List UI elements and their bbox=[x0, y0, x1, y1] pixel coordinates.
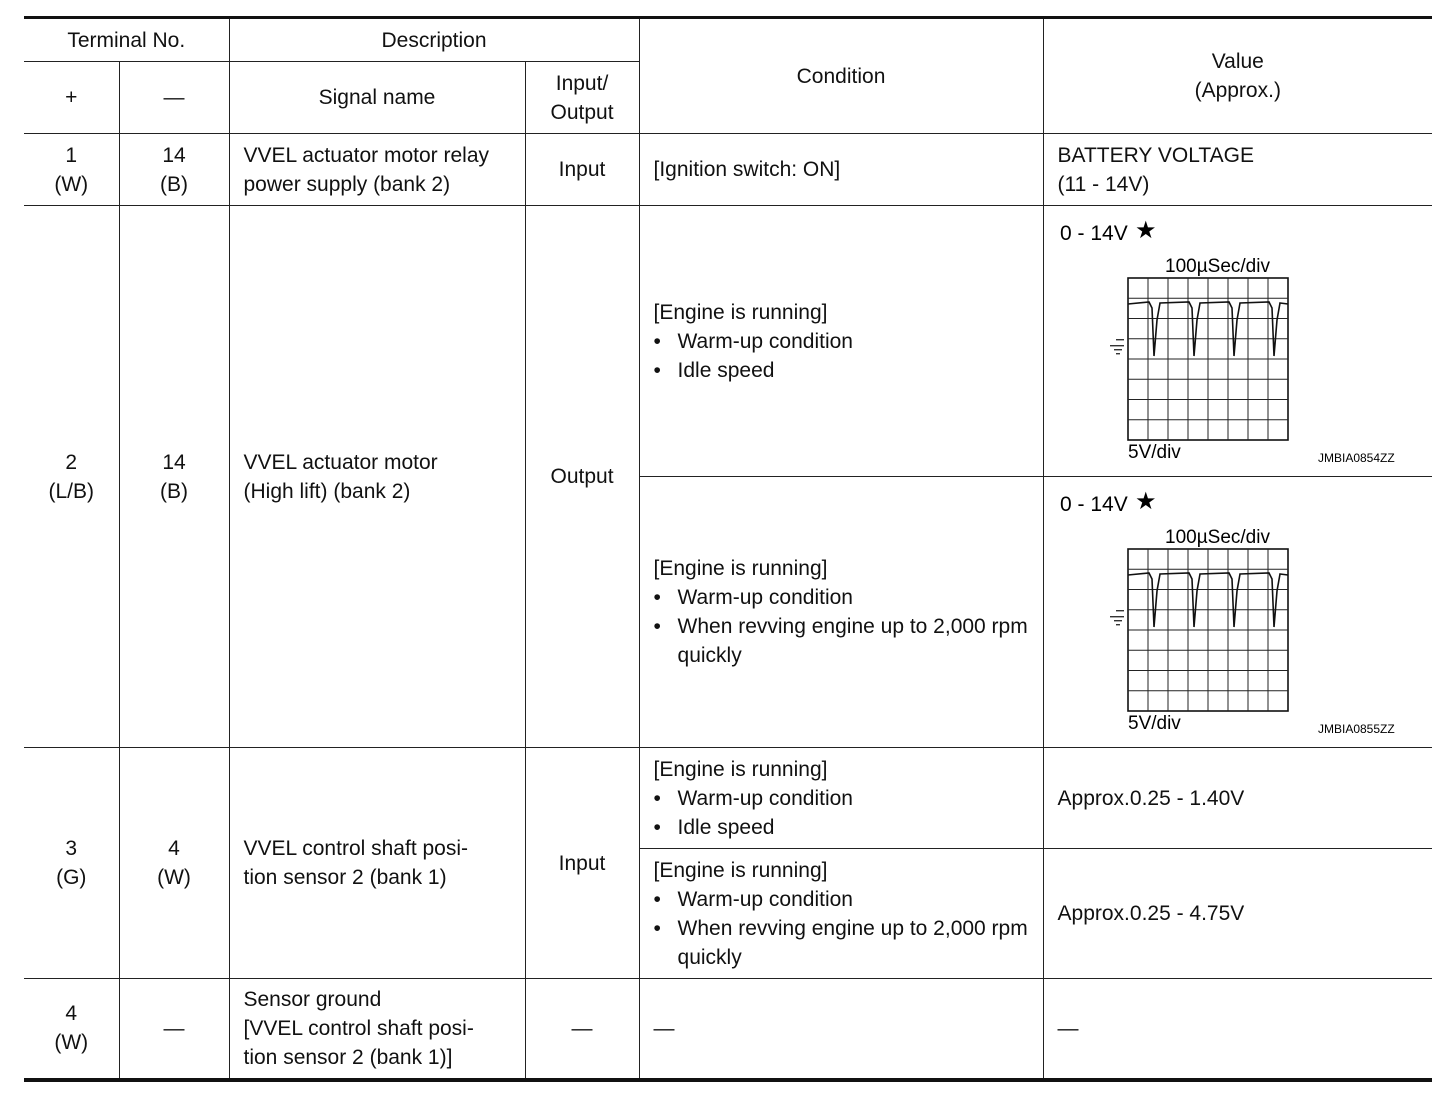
minus-terminal bbox=[119, 748, 229, 979]
condition-text: [Ignition switch: ON] bbox=[639, 134, 1043, 206]
waveform-voltage-range: 0 - 14V bbox=[1059, 493, 1128, 516]
value-text bbox=[1043, 134, 1432, 206]
wire-color: (W) bbox=[157, 866, 191, 889]
condition-bullet: • Warm-up condition bbox=[654, 885, 1029, 914]
table-row bbox=[24, 206, 1432, 477]
wire-color: (B) bbox=[160, 172, 188, 196]
terminal-number: 2 bbox=[65, 450, 78, 474]
wire-color: (G) bbox=[56, 866, 87, 889]
figure-id-label: JMBIA0855ZZ bbox=[1317, 722, 1395, 736]
signal-line: [VVEL control shaft posi- bbox=[243, 1016, 474, 1040]
signal-line: power supply (bank 2) bbox=[243, 172, 451, 196]
value-header bbox=[1043, 18, 1432, 134]
signal-line: VVEL control shaft posi- bbox=[243, 837, 468, 860]
signal-name bbox=[229, 748, 525, 979]
signal-name bbox=[229, 206, 525, 748]
minus-terminal bbox=[119, 134, 229, 206]
time-division-label: 100µSec/div bbox=[1164, 256, 1270, 277]
condition-text bbox=[639, 748, 1043, 849]
figure-id-label: JMBIA0854ZZ bbox=[1317, 451, 1395, 465]
input-output-header bbox=[525, 62, 639, 134]
oscilloscope-svg bbox=[1044, 206, 1433, 476]
wire-color: (B) bbox=[160, 479, 188, 503]
signal-name bbox=[229, 979, 525, 1080]
oscilloscope-svg bbox=[1044, 477, 1433, 747]
minus-header: — bbox=[119, 62, 229, 134]
terminal-number: 3 bbox=[65, 837, 78, 860]
plus-terminal bbox=[24, 206, 119, 748]
table-row bbox=[24, 748, 1432, 849]
io-value: — bbox=[525, 979, 639, 1080]
terminal-no-header: Terminal No. bbox=[24, 18, 229, 62]
star-icon: ★ bbox=[1134, 217, 1157, 244]
condition-text: — bbox=[639, 979, 1043, 1080]
signal-name-header: Signal name bbox=[229, 62, 525, 134]
io-value: Input bbox=[525, 134, 639, 206]
value-line: BATTERY VOLTAGE bbox=[1057, 143, 1254, 167]
value-header-line-2: (Approx.) bbox=[1194, 79, 1281, 102]
plus-terminal bbox=[24, 748, 119, 979]
condition-bullet: • Warm-up condition bbox=[654, 784, 1029, 813]
value-text: Approx.0.25 - 1.40V bbox=[1043, 748, 1432, 849]
plus-terminal bbox=[24, 979, 119, 1080]
condition-text bbox=[639, 206, 1043, 477]
condition-bullet: • Idle speed bbox=[654, 356, 1029, 385]
star-icon: ★ bbox=[1134, 488, 1157, 515]
condition-bullet: • When revving engine up to 2,000 rpm quickly bbox=[654, 914, 1029, 972]
terminal-number: 14 bbox=[162, 143, 186, 167]
voltage-division-label: 5V/div bbox=[1127, 713, 1181, 734]
voltage-division-label: 5V/div bbox=[1127, 442, 1181, 463]
minus-terminal bbox=[119, 206, 229, 748]
wire-color: (W) bbox=[54, 1031, 89, 1055]
condition-bullet: • Idle speed bbox=[654, 813, 1029, 842]
time-division-label: 100µSec/div bbox=[1164, 527, 1270, 548]
minus-terminal: — bbox=[119, 979, 229, 1080]
condition-header: Condition bbox=[639, 18, 1043, 134]
value-header-line-1: Value bbox=[1211, 50, 1264, 73]
io-value: Output bbox=[525, 206, 639, 748]
value-text: — bbox=[1043, 979, 1432, 1080]
value-text: Approx.0.25 - 4.75V bbox=[1043, 849, 1432, 979]
wire-color: (W) bbox=[54, 172, 89, 196]
signal-line: VVEL actuator motor relay bbox=[243, 143, 489, 167]
signal-line: tion sensor 2 (bank 1) bbox=[243, 866, 447, 889]
wire-color: (L/B) bbox=[48, 479, 94, 503]
header-row-1 bbox=[24, 18, 1432, 62]
signal-name bbox=[229, 134, 525, 206]
waveform-cell bbox=[1043, 477, 1432, 748]
condition-bullet: • When revving engine up to 2,000 rpm quickly bbox=[654, 612, 1029, 670]
waveform-cell bbox=[1043, 206, 1432, 477]
io-header-line-1: Input/ bbox=[555, 71, 609, 95]
value-line: (11 - 14V) bbox=[1057, 172, 1150, 196]
io-header-line-2: Output bbox=[550, 100, 614, 124]
plus-header: + bbox=[24, 62, 119, 134]
io-value: Input bbox=[525, 748, 639, 979]
table-row bbox=[24, 979, 1432, 1080]
condition-text bbox=[639, 477, 1043, 748]
condition-bullet: • Warm-up condition bbox=[654, 583, 1029, 612]
condition-head: [Engine is running] bbox=[653, 858, 828, 882]
ground-marker-icon bbox=[1110, 340, 1124, 354]
terminal-number: 14 bbox=[162, 450, 186, 474]
terminal-number: 4 bbox=[65, 1002, 78, 1026]
terminal-spec-table bbox=[24, 16, 1432, 1082]
signal-line: Sensor ground bbox=[243, 987, 382, 1011]
signal-line: tion sensor 2 (bank 1)] bbox=[243, 1045, 453, 1069]
table-row bbox=[24, 134, 1432, 206]
description-header: Description bbox=[229, 18, 639, 62]
condition-text bbox=[639, 849, 1043, 979]
waveform-voltage-range: 0 - 14V bbox=[1059, 222, 1128, 245]
condition-bullet: • Warm-up condition bbox=[654, 327, 1029, 356]
condition-head: [Engine is running] bbox=[653, 757, 828, 781]
condition-head: [Engine is running] bbox=[653, 557, 828, 580]
signal-line: VVEL actuator motor bbox=[243, 450, 438, 474]
terminal-number: 4 bbox=[168, 837, 180, 860]
condition-head: [Engine is running] bbox=[653, 300, 828, 324]
signal-line: (High lift) (bank 2) bbox=[243, 479, 411, 503]
terminal-number: 1 bbox=[65, 143, 78, 167]
plus-terminal bbox=[24, 134, 119, 206]
ground-marker-icon bbox=[1110, 611, 1124, 625]
